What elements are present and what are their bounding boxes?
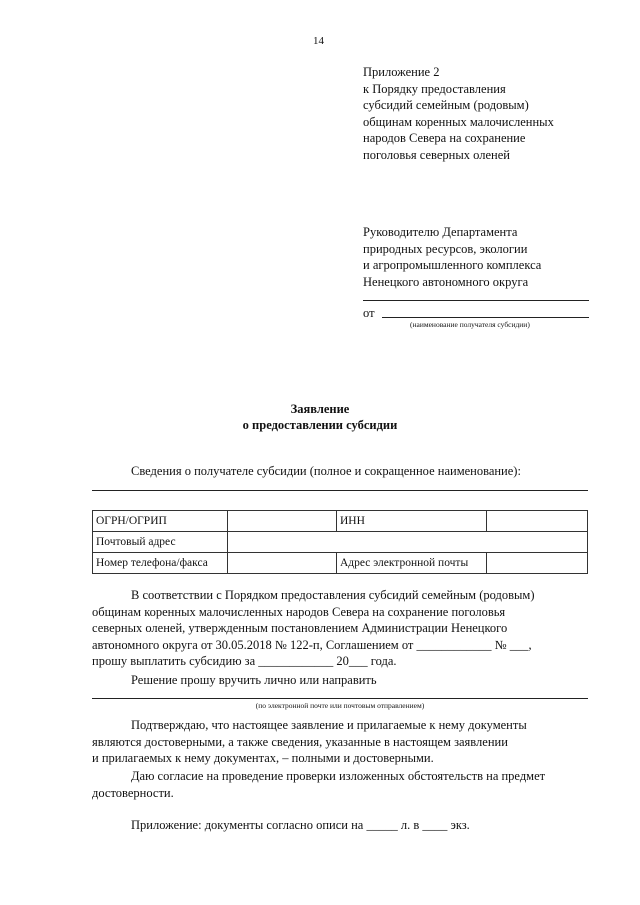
paragraph-consent (92, 768, 588, 801)
addressee-line: природных ресурсов, экологии (363, 241, 528, 256)
email-value-cell[interactable] (487, 553, 588, 574)
body-line: Даю согласие на проведение проверки изложенных обстоятельств на предмет (131, 769, 546, 783)
appendix-line: Приложение 2 (363, 65, 440, 79)
phone-value-cell[interactable] (228, 553, 337, 574)
page-number: 14 (313, 35, 324, 47)
body-line: достоверности. (92, 785, 174, 800)
phone-label: Номер телефона/факса (93, 553, 228, 574)
addressee-line: Руководителю Департамента (363, 225, 518, 239)
body-line: северных оленей, утвержденным постановлением Администрации Ненецкого (92, 621, 508, 635)
recipient-caption: (наименование получателя субсидии) (410, 320, 530, 329)
body-line: В соответствии с Порядком предоставления субсидий семейным (родовым) (131, 588, 535, 602)
recipient-info-label: Сведения о получателе субсидии (полное и сокращенное наименование): (131, 464, 521, 478)
attachment-line: Приложение: документы согласно описи на _____ л. в ____ экз. (131, 818, 470, 832)
recipient-info-table (92, 510, 588, 574)
body-line: и прилагаемых к нему документах, – полными и достоверными. (92, 751, 434, 765)
addressee-fill-line[interactable] (363, 300, 589, 301)
appendix-block (363, 64, 554, 163)
delivery-caption: (по электронной почте или почтовым отправлением) (255, 701, 425, 710)
applicant-fill-line[interactable] (382, 317, 589, 318)
appendix-line: к Порядку предоставления (363, 81, 506, 96)
addressee-line: Ненецкого автономного округа (363, 274, 529, 289)
body-line: Подтверждаю, что настоящее заявление и прилагаемые к нему документы (131, 718, 527, 732)
appendix-line: народов Севера на сохранение (363, 131, 526, 145)
document-subtitle: о предоставлении субсидии (242, 418, 398, 432)
inn-label: ИНН (337, 511, 487, 532)
from-label: от (363, 306, 375, 320)
appendix-line: общинам коренных малочисленных (363, 114, 554, 129)
body-line: общинам коренных малочисленных народов Севера на сохранение поголовья (92, 604, 506, 619)
inn-value-cell[interactable] (487, 511, 588, 532)
postal-label: Почтовый адрес (93, 532, 228, 553)
appendix-line: поголовья северных оленей (363, 147, 510, 162)
paragraph-main (92, 587, 588, 670)
delivery-method-line[interactable] (92, 698, 588, 699)
recipient-name-line[interactable] (92, 490, 588, 491)
postal-value-cell[interactable] (228, 532, 588, 553)
delivery-request: Решение прошу вручить лично или направить (131, 673, 377, 687)
document-title: Заявление (290, 402, 350, 416)
body-line: являются достоверными, а также сведения, указанные в настоящем заявлении (92, 734, 508, 749)
ogrn-label: ОГРН/ОГРИП (93, 511, 228, 532)
email-label: Адрес электронной почты (337, 553, 487, 574)
paragraph-confirm (92, 717, 588, 767)
ogrn-value-cell[interactable] (228, 511, 337, 532)
addressee-line: и агропромышленного комплекса (363, 258, 542, 272)
body-line: автономного округа от 30.05.2018 № 122-п, Соглашением от ____________ № ___, (92, 637, 532, 652)
addressee-block (363, 224, 541, 290)
body-line: прошу выплатить субсидию за ____________ 20___ года. (92, 654, 397, 668)
appendix-line: субсидий семейным (родовым) (363, 98, 529, 112)
